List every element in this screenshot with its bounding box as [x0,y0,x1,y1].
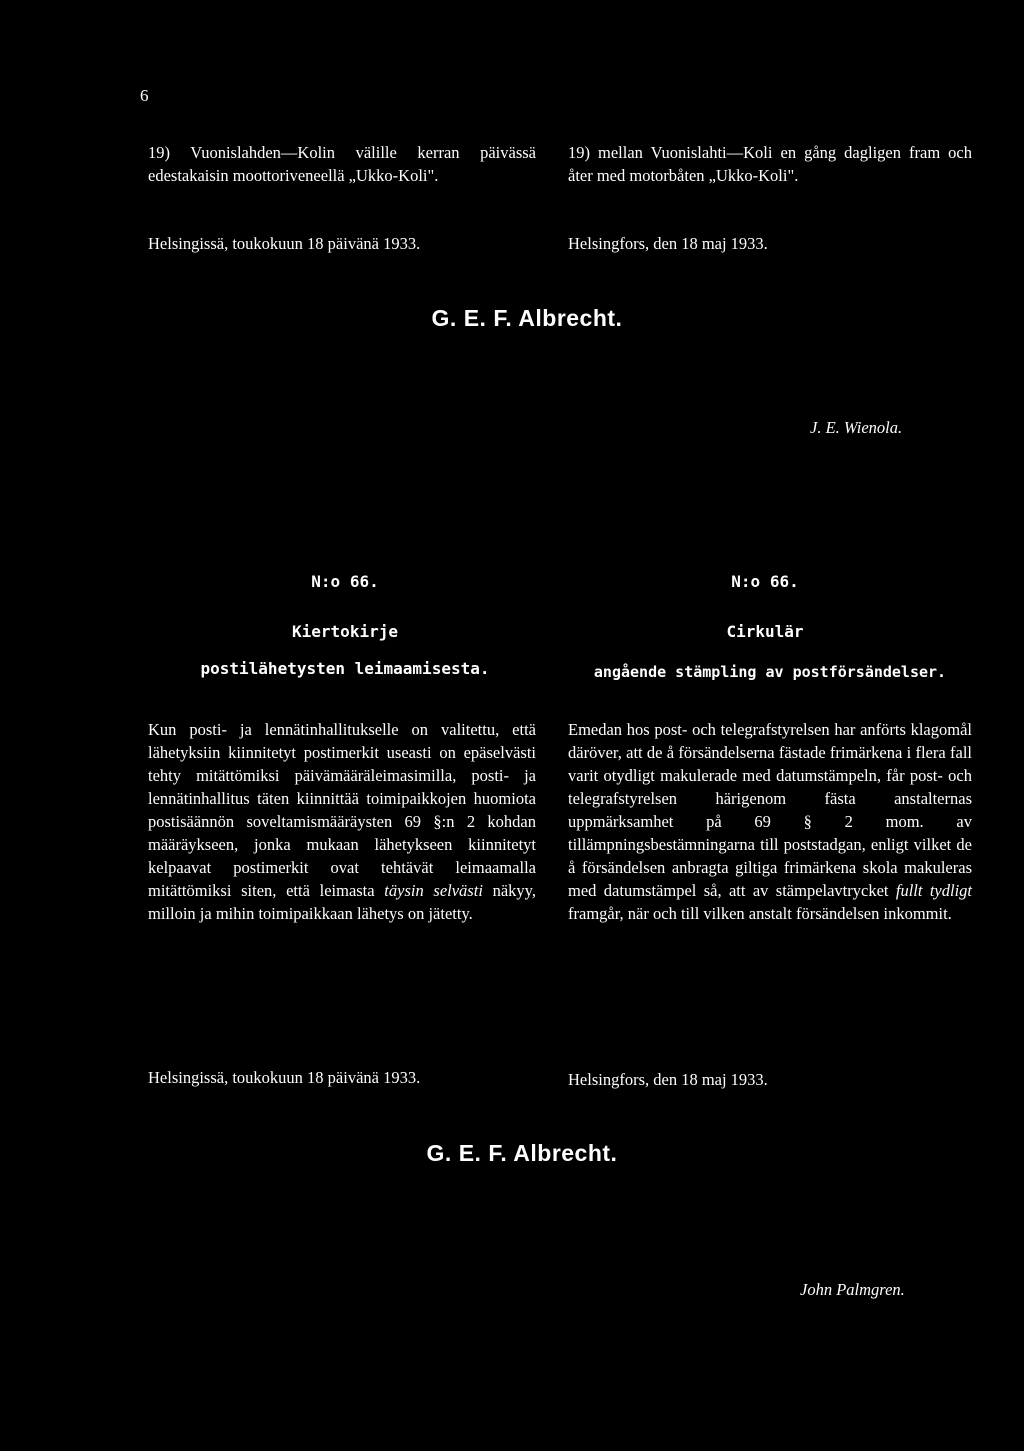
circular-66-swedish-date: Helsingfors, den 18 maj 1933. [568,1070,768,1089]
section-19-co-signature: J. E. Wienola. [810,418,903,437]
finnish-circular-body [148,718,536,925]
swedish-body-text-1: Emedan hos post- och telegrafstyrelsen har anförts klagomål däröver, att de å försändelserna fästade frimärkena i flera fall varit otydligt makulerade med datumstämpeln, får post- och telegrafstyrelsen härigenom fästa anstalternas uppmärksamhet på 69 § 2 mom. av tillämpningsbestämningarna till poststadgan, enligt vilket de å försändelsen anbragta giltiga frimärkena skola makuleras med datumstämpel så, att av stämpelavtrycket [568,720,972,900]
finnish-body-text-2: näkyy, milloin ja mihin toimipaikkaan lähetys on jätetty. [148,881,536,923]
circular-66-signature: G. E. F. Albrecht. [426,1140,618,1166]
circular-66-co-signature: John Palmgren. [800,1280,905,1299]
swedish-circular-subject: angående stämpling av postförsändelser. [593,663,947,681]
page-number: 6 [140,86,149,105]
finnish-circular-number: N:o 66. [311,572,379,591]
swedish-body-text-2: framgår, när och till vilken anstalt försändelsen inkommit. [568,904,952,923]
section-19-swedish-text: 19) mellan Vuonislahti—Koli en gång dagligen fram och åter med motorbåten „Ukko-Koli". [568,143,972,185]
swedish-circular-type: Cirkulär [726,622,804,641]
finnish-circular-type: Kiertokirje [292,622,398,641]
swedish-body-emphasis: fullt tydligt [895,881,972,900]
swedish-circular-number: N:o 66. [731,572,799,591]
finnish-circular-subject: postilähetysten leimaamisesta. [200,659,490,678]
section-19-signature: G. E. F. Albrecht. [431,305,623,331]
section-19-finnish-text: 19) Vuonislahden—Kolin välille kerran päivässä edestakaisin moottoriveneellä „Ukko-Koli". [148,143,536,185]
section-19-swedish-date: Helsingfors, den 18 maj 1933. [568,234,768,253]
finnish-body-emphasis: täysin selvästi [384,881,483,900]
swedish-circular-body [568,718,972,925]
circular-66-finnish-date: Helsingissä, toukokuun 18 päivänä 1933. [148,1068,421,1087]
section-19-finnish-date: Helsingissä, toukokuun 18 päivänä 1933. [148,234,421,253]
finnish-body-text-1: Kun posti- ja lennätinhallitukselle on valitettu, että lähetyksiin kiinnitetyt postimerkit useasti on epäselvästi tehty mitättömiksi päivämääräleimasimilla, posti- ja lennätinhallitus täten kiinnittää toimipaikkojen huomiota postisäännön soveltamismääräysten 69 §:n 2 kohdan määräykseen, jonka mukaan lähetykseen kiinnitetyt kelpaavat postimerkit ovat tehtävät leimaamalla mitättömiksi siten, että leimasta [148,720,536,900]
